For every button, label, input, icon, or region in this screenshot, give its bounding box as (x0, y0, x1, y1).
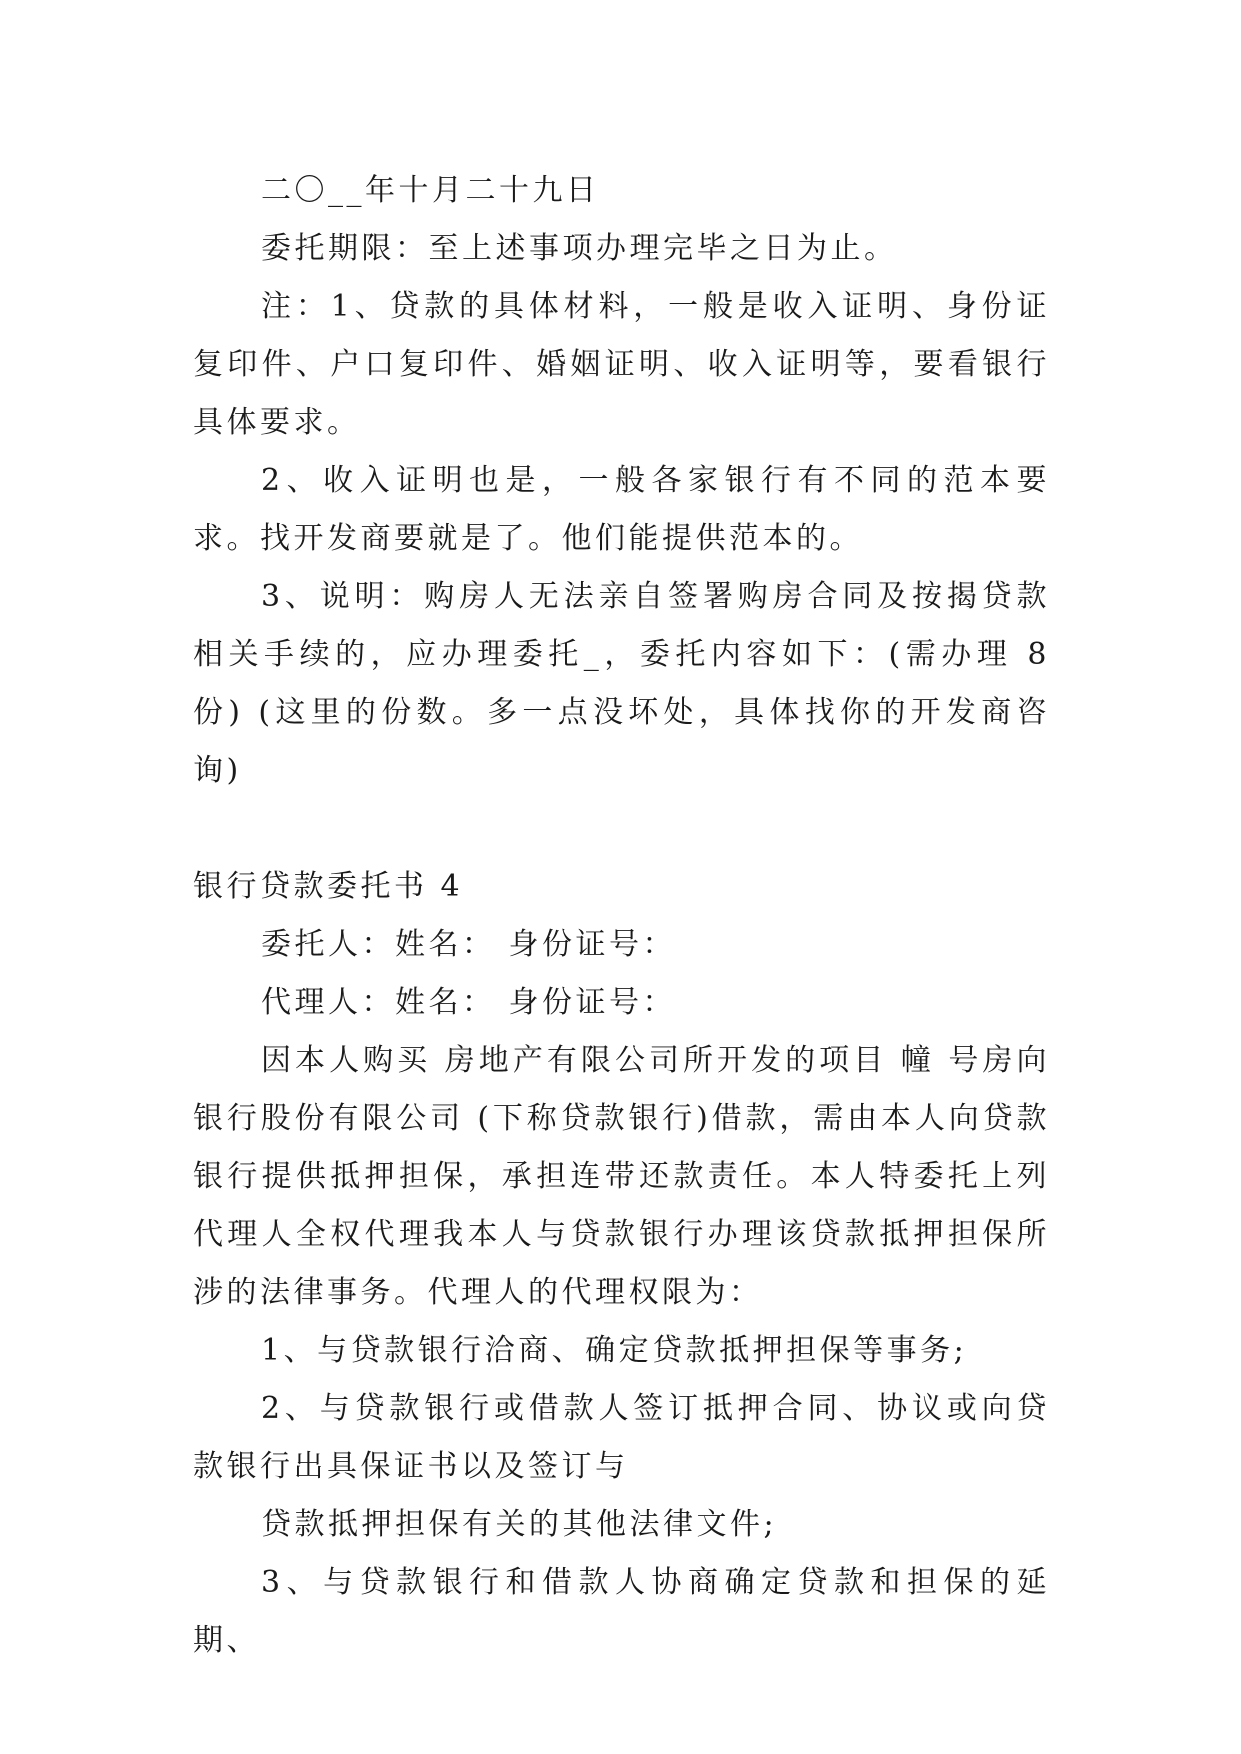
authority-item-2-continued: 贷款抵押担保有关的其他法律文件; (261, 1507, 778, 1542)
entrustment-paragraph: 因本人购买 房地产有限公司所开发的项目 幢 号房向银行股份有限公司 (下称贷款银行)借款，需由本人向贷款银行提供抵押担保，承担连带还款责任。本人特委托上列代理人全权代理我本人与贷款银行办理该贷款抵押担保所涉的法律事务。代理人的代理权限为： (193, 1043, 1050, 1310)
document-body (193, 162, 1050, 1670)
agent-line: 代理人：姓名： 身份证号： (261, 985, 677, 1020)
principal-line: 委托人：姓名： 身份证号： (261, 927, 677, 962)
section-title: 银行贷款委托书 4 (193, 869, 464, 904)
note-paragraph-3: 3、说明：购房人无法亲自签署购房合同及按揭贷款相关手续的，应办理委托_，委托内容如下：(需办理 8 份) (这里的份数。多一点没坏处，具体找你的开发商咨询) (193, 579, 1050, 788)
note-paragraph-2: 2、收入证明也是，一般各家银行有不同的范本要求。找开发商要就是了。他们能提供范本的。 (193, 463, 1050, 556)
note-paragraph-1: 注：1、贷款的具体材料，一般是收入证明、身份证复印件、户口复印件、婚姻证明、收入证明等，要看银行具体要求。 (193, 289, 1050, 440)
authority-item-1: 1、与贷款银行洽商、确定贷款抵押担保等事务; (261, 1333, 968, 1368)
authority-item-2: 2、与贷款银行或借款人签订抵押合同、协议或向贷款银行出具保证书以及签订与 (193, 1391, 1050, 1484)
term-line: 委托期限：至上述事项办理完毕之日为止。 (261, 231, 898, 266)
section-spacer (193, 800, 1050, 858)
date-line: 二〇__年十月二十九日 (261, 173, 600, 208)
authority-item-3: 3、与贷款银行和借款人协商确定贷款和担保的延期、 (193, 1565, 1050, 1658)
